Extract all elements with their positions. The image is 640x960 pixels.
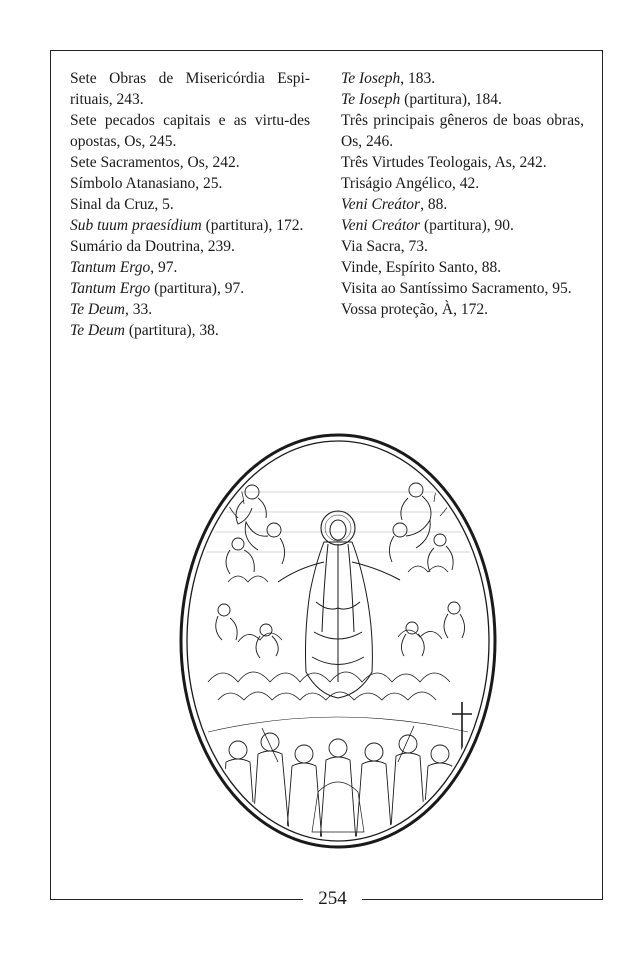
index-entry: Sumário da Doutrina, 239. <box>70 238 235 255</box>
angel-figures-right <box>389 470 464 656</box>
index-entry: Três principais gêneros de boas obras, Os, 246. <box>341 112 584 150</box>
assumption-engraving-illustration <box>178 432 498 850</box>
index-entry: Triságio Angélico, 42. <box>341 175 480 192</box>
index-entry: Via Sacra, 73. <box>341 238 428 255</box>
index-entry: Sub tuum praesídium (partitura), 172. <box>70 217 304 234</box>
index-entry: Te Deum, 33. <box>70 301 153 318</box>
index-entry: Veni Creátor, 88. <box>341 196 448 213</box>
footer-rule-left <box>50 899 303 900</box>
index-entry: Visita ao Santíssimo Sacramento, 95. <box>341 280 572 297</box>
index-entry: Veni Creátor (partitura), 90. <box>341 217 514 234</box>
page-number: 254 <box>318 888 347 909</box>
index-entry: Te Deum (partitura), 38. <box>70 322 219 339</box>
index-entry: Sete Obras de Misericórdia Espi-rituais, 243. <box>70 70 310 108</box>
index-entry: Tantum Ergo (partitura), 97. <box>70 280 245 297</box>
index-column-left <box>70 68 310 341</box>
index-entry: Três Virtudes Teologais, As, 242. <box>341 154 547 171</box>
index-entry: Símbolo Atanasiano, 25. <box>70 175 223 192</box>
index-column-right <box>341 68 584 320</box>
apostles-crowd <box>208 717 468 842</box>
index-entry: Te Ioseph, 183. <box>341 70 436 87</box>
cloud-bank <box>208 566 450 700</box>
index-entry: Vinde, Espírito Santo, 88. <box>341 259 502 276</box>
footer-rule-right <box>362 899 603 900</box>
index-entry: Te Ioseph (partitura), 184. <box>341 91 502 108</box>
index-entry: Sinal da Cruz, 5. <box>70 196 174 213</box>
index-entry: Tantum Ergo, 97. <box>70 259 178 276</box>
index-entry: Vossa proteção, À, 172. <box>341 301 488 318</box>
angel-figures-left <box>216 472 285 658</box>
background-hatching <box>198 492 478 552</box>
index-entry: Sete pecados capitais e as virtu-des opostas, Os, 245. <box>70 112 310 150</box>
mary-figure <box>278 520 400 698</box>
index-entry: Sete Sacramentos, Os, 242. <box>70 154 240 171</box>
